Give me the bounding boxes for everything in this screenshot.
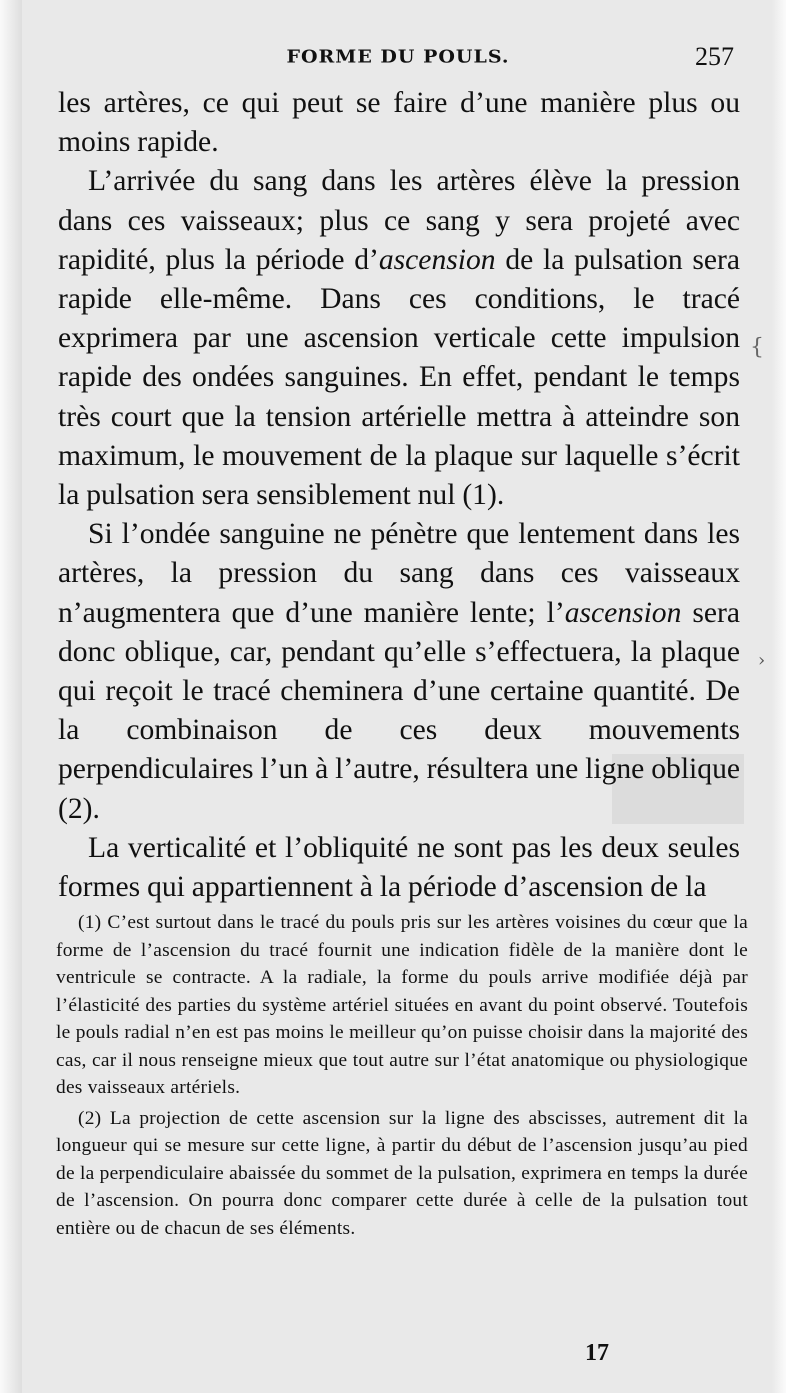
main-text <box>58 84 740 907</box>
margin-mark: › <box>758 650 766 671</box>
footnotes <box>56 909 748 1242</box>
emphasis-ascension: ascension <box>564 596 682 629</box>
paragraph-1: les artères, ce qui peut se faire d’une manière plus ou moins rapide. <box>58 87 740 159</box>
running-head: FORME DU POULS. <box>286 46 510 68</box>
paragraph-3 <box>58 515 740 829</box>
paragraph-4: La verticalité et l’obliquité ne sont pas les deux seules formes qui appartiennent à la période d’ascension de la <box>58 831 740 904</box>
paragraph-3-part-b: sera donc oblique, car, pendant qu’elle s’effectuera, la plaque qui reçoit le tracé cheminera d’une certaine quantité. De la combinaison de ces deux mouvements perpendiculaires l’un à l’autre, résultera une ligne oblique (2). <box>58 596 741 825</box>
footnote-2: (2) La projection de cette ascension sur la ligne des abscisses, autrement dit la longueur qui se mesure sur cette ligne, à partir du début de l’ascension jusqu’au pied de la perpendiculaire abaissée du sommet de la pulsation, exprimera en temps la durée de l’ascension. On pourra donc comparer cette durée à celle de la pulsation tout entière ou de chacun de ses éléments. <box>56 1107 748 1239</box>
footnote-1: (1) C’est surtout dans le tracé du pouls pris sur les artères voisines du cœur que la forme de l’ascension du tracé fournit une indication fidèle de la manière dont le ventricule se contracte. A la radiale, la forme du pouls arrive modifiée déjà par l’élasticité des parties du système artériel situées en avant du point observé. Toutefois le pouls radial n’en est pas moins le meilleur qu’on puisse choisir dans la majorité des cas, car il nous renseigne mieux que tout autre sur l’état anatomique ou physiologique des vaisseaux artériels. <box>56 912 748 1098</box>
paragraph-3-part-a: Si l’ondée sanguine ne pénètre que lentement dans les artères, la pression du sang dans ces vaisseaux n’augmentera que d’une manière lente; l’ <box>58 518 740 629</box>
emphasis-ascension: ascension <box>378 243 496 276</box>
page-header <box>58 42 738 76</box>
page-gutter <box>0 0 22 1393</box>
page-number: 257 <box>695 42 734 71</box>
margin-mark: { <box>750 335 764 360</box>
page-edge <box>772 0 786 1393</box>
signature-mark: 17 <box>585 1340 609 1366</box>
paragraph-2-part-b: de la pulsation sera rapide elle-même. Dans ces conditions, le tracé exprimera par une ascension verticale cette impulsion rapide des ondées sanguines. En effet, pendant le temps très court que la tension artérielle mettra à atteindre son maximum, le mouvement de la plaque sur laquelle s’écrit la pulsation sera sensiblement nul (1). <box>58 243 740 512</box>
paragraph-2-part-a: L’arrivée du sang dans les artères élève la pression dans ces vaisseaux; plus ce sang y sera projeté avec rapidité, plus la période d’ <box>58 165 740 276</box>
paragraph-2 <box>58 162 740 515</box>
